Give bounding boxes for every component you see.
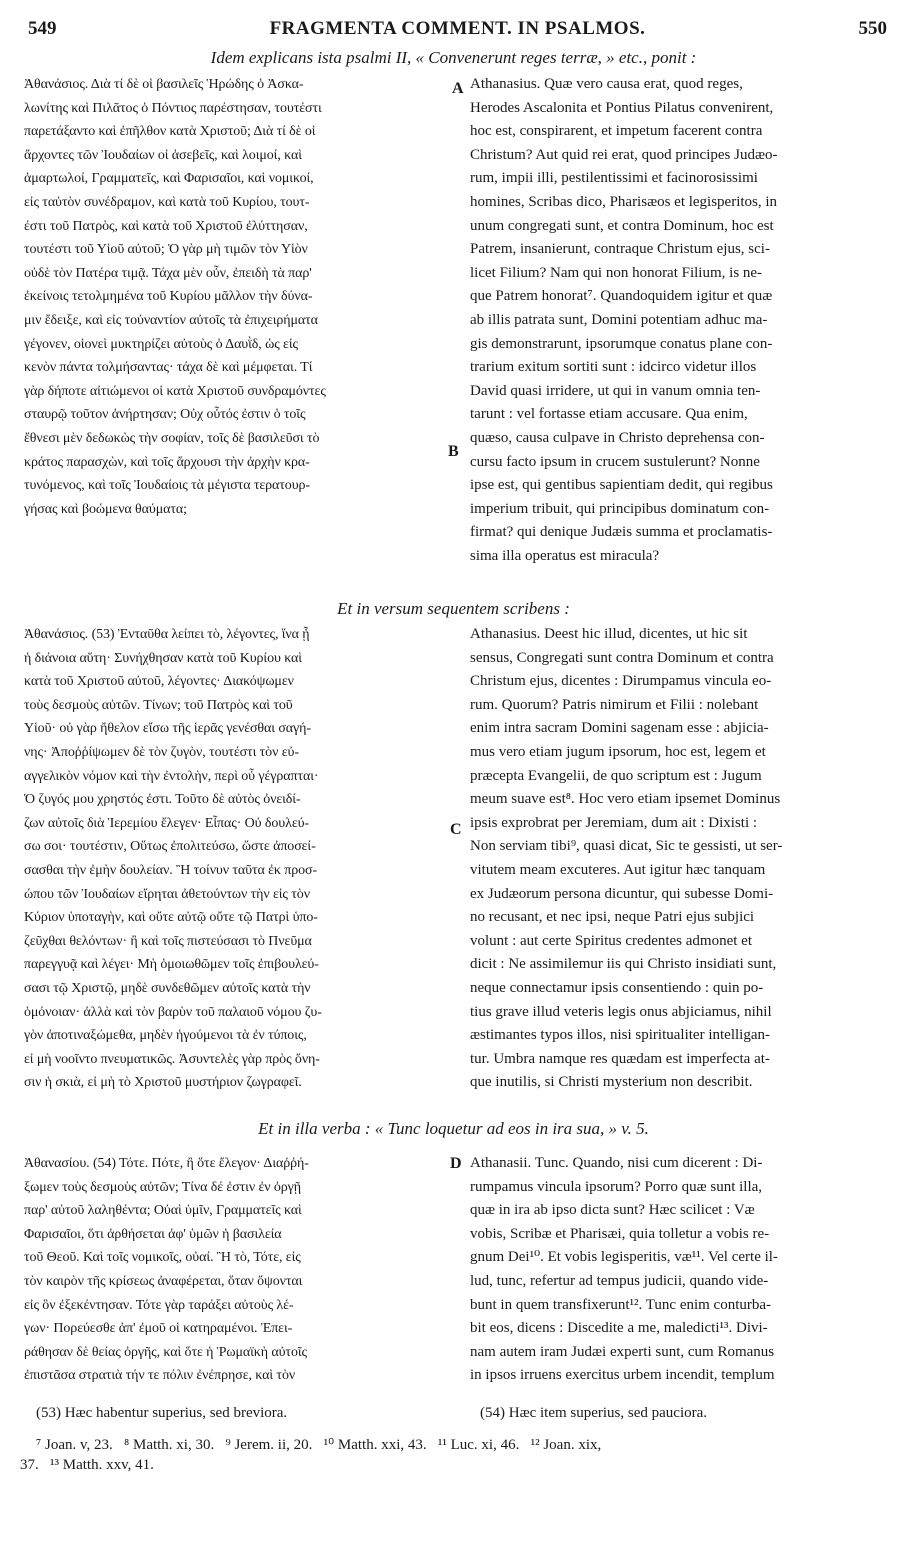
latin-column: Athanasius. Quæ vero causa erat, quod reges, Herodes Ascalonita et Pontius Pilatus convenirent, hoc est, conspirarent, et impetum facerent contra Christum? Aut quid rei erat, quod principes Judæo- rum, impii illi, pestilentissimi et facinorosissimi homines, Scribas dico, Pharisæos et legisperitos, in unum congregati sunt, et contra Dominum, hoc est Patrem, insanierunt, contraque Christum ejus, sci- licet Filium? Nam qui non honorat Filium, is ne- que Patrem honorat⁷. Quandoquidem igitur et quæ ab illis patrata sunt, Domini potentiam adhuc ma- gis demonstrarunt, ipsorumque conatus plane con- trarium exitum sortiti sunt : idcirco videtur illos David quasi irridere, ut qui in vanum omnia ten- tarunt : vel fortasse etiam accusare. Qua enim, quæso, causa culpave in Christo deprehensa con- cursu facto ipsum in crucem sustulerunt? Nonne ipse est, qui gentibus sapientiam dedit, qui regibus imperium tribuit, qui principibus dominatum con- firmat? qui denique Judæis summa et proclamatis- sima illa operatus est miracula?	[470, 76, 778, 564]
running-header	[28, 18, 887, 48]
margin-marker: A	[452, 80, 464, 97]
margin-marker: D	[450, 1155, 462, 1172]
page-number-right: 550	[858, 18, 887, 39]
margin-marker: C	[450, 821, 462, 838]
scripture-references-continued: 37. ¹³ Matth. xxv, 41.	[20, 1457, 154, 1473]
page-number-left: 549	[28, 18, 57, 39]
greek-column: Ἀθανάσιος. Διὰ τί δὲ οἱ βασιλεῖς Ἡρώδης ὁ Ἀσκα- λωνίτης καὶ Πιλᾶτος ὁ Πόντιος παρέστησαν, τουτέστι παρετάξαντο καὶ ἐπῆλθον κατὰ Χριστοῦ; Διὰ τί δὲ οἱ ἄρχοντες τῶν Ἰουδαίων οἱ ἀσεβεῖς, καὶ λοιμοί, καὶ ἁμαρτωλοί, Γραμματεῖς, καὶ Φαρισαῖοι, καὶ νομικοί, εἰς ταὐτὸν συνέδραμον, καὶ κατὰ τοῦ Κυρίου, τουτ- έστι τοῦ Πατρὸς, καὶ κατὰ τοῦ Χριστοῦ ἐλύττησαν, τουτέστι τοῦ Υἱοῦ αὐτοῦ; Ὁ γὰρ μὴ τιμῶν τὸν Υἱὸν οὐδὲ τὸν Πατέρα τιμᾷ. Τάχα μὲν οὖν, ἐπειδὴ τὰ παρ' ἐκείνοις τετολμημένα τοῦ Κυρίου μᾶλλον τὴν δύνα- μιν ἔδειξε, καὶ εἰς τοὐναντίον αὐτοῖς τὰ ἐπιχειρήματα γέγονεν, οἱονεὶ μυκτηρίζει αὐτοὺς ὁ Δαυῒδ, ὡς εἰς κενὸν πάντα τολμήσαντας· τάχα δὲ καὶ μέμφεται. Τί γὰρ δήποτε αἰτιώμενοι οἱ κατὰ Χριστοῦ συνδραμόντες σταυρῷ τοῦτον ἀνήρτησαν; Οὐχ οὗτός ἐστιν ὁ τοῖς ἔθνεσι μὲν δεδωκὼς τὴν σοφίαν, τοῖς δὲ βασιλεῦσι τὸ κράτος παρασχὼν, καὶ τοῖς ἄρχουσι τὴν ἀρχὴν κρα- τυνόμενος, καὶ τοῖς Ἰουδαίοις τὰ μέγιστα τερατουρ- γήσας καὶ βοώμενα θαύματα;	[24, 77, 326, 517]
section-heading: Et in illa verba : « Tunc loquetur ad eos in ira sua, » v. 5.	[258, 1119, 649, 1138]
scripture-references: ⁷ Joan. v, 23. ⁸ Matth. xi, 30. ⁹ Jerem. ii, 20. ¹⁰ Matth. xxi, 43. ¹¹ Luc. xi, 46. ¹² Joan. xix,	[36, 1437, 602, 1453]
section-heading: Idem explicans ista psalmi II, « Convenerunt reges terræ, » etc., ponit :	[210, 48, 697, 67]
section-heading: Et in versum sequentem scribens :	[337, 599, 570, 618]
margin-marker: B	[448, 443, 459, 460]
greek-column: Ἀθανασίου. (54) Τότε. Πότε, ἢ ὅτε ἔλεγον· Διαῤῥή- ξωμεν τοὺς δεσμοὺς αὐτῶν; Τίνα δέ ἐστιν ἐν ὀργῇ παρ' αὐτοῦ λαληθέντα; Οὐαὶ ὑμῖν, Γραμματεῖς καὶ Φαρισαῖοι, ὅτι ἀρθήσεται ἀφ' ὑμῶν ἡ βασιλεία τοῦ Θεοῦ. Καὶ τοῖς νομικοῖς, οὐαί. Ἢ τὸ, Τότε, εἰς τὸν καιρὸν τῆς κρίσεως ἀναφέρεται, ὅταν ὄψονται εἰς ὃν ἐξεκέντησαν. Τότε γὰρ ταράξει αὐτοὺς λέ- γων· Πορεύεσθε ἀπ' ἐμοῦ οἱ κατηραμένοι. Ἐπει- ράθησαν δὲ θείας ὀργῆς, καὶ ὅτε ἡ Ῥωμαϊκὴ αὐτοῖς ἐπιστᾶσα στρατιὰ τήν τε πόλιν ἐνέπρησε, καὶ τὸν	[24, 1156, 309, 1384]
latin-column: Athanasius. Deest hic illud, dicentes, ut hic sit sensus, Congregati sunt contra Dominum et contra Christum ejus, dicentes : Dirumpamus vincula eo- rum. Quorum? Patris nimirum et Filii : nolebant enim intra sacram Domini sagenam esse : abjicia- mus vero etiam jugum ipsorum, hoc est, legem et præcepta Evangelii, de quo scriptum est : Jugum meum suave est⁸. Hoc vero etiam ipsemet Dominus ipsis exprobrat per Jeremiam, dum ait : Dixisti : Non serviam tibi⁹, quasi dicat, Sic te gessisti, ut ser- vitutem meam excuteres. Aut igitur hæc tanquam ex Judæorum persona dicuntur, qui subesse Domi- no recusant, et nec ipsi, neque Patri ejus subjici volunt : aut certe Spiritus credentes admonet et dicit : Ne assimilemur iis qui Christo insidiati sunt, neque connectamur ipsis consentiendo : quin po- tius grave illud veteris legis onus abjiciamus, nihil æstimantes typos illos, nisi spiritualiter intelligan- tur. Umbra namque res quædam est imperfecta at- que inutilis, si Christi mysterium non describit.	[470, 626, 783, 1091]
footnote-54: (54) Hæc item superius, sed pauciora.	[480, 1405, 708, 1421]
running-title: FRAGMENTA COMMENT. IN PSALMOS.	[269, 18, 646, 39]
footnote-53: (53) Hæc habentur superius, sed breviora.	[36, 1405, 288, 1421]
greek-column: Ἀθανάσιος. (53) Ἐνταῦθα λείπει τὸ, λέγοντες, ἵνα ᾖ ἡ διάνοια αὕτη· Συνήχθησαν κατὰ τοῦ Κυρίου καὶ κατὰ τοῦ Χριστοῦ αὐτοῦ, λέγοντες· Διακόψωμεν τοὺς δεσμοὺς αὐτῶν. Τίνων; τοῦ Πατρὸς καὶ τοῦ Υἱοῦ· οὐ γὰρ ἤθελον εἴσω τῆς ἱερᾶς γενέσθαι σαγή- νης· Ἀποῤῥίψωμεν δὲ τὸν ζυγὸν, τουτέστι τὸν εὐ- αγγελικὸν νόμον καὶ τὴν ἐντολὴν, περὶ οὗ γέγραπται· Ὁ ζυγός μου χρηστός ἐστι. Τοῦτο δὲ αὐτὸς ὀνειδί- ζων αὐτοῖς διὰ Ἱερεμίου ἔλεγεν· Εἶπας· Οὐ δουλεύ- σω σοι· τουτέστιν, Οὕτως ἐπολιτεύσω, ὥστε ἀποσεί- σασθαι τὴν ἐμὴν δουλείαν. Ἢ τοίνυν ταῦτα ἐκ προσ- ώπου τῶν Ἰουδαίων εἴρηται ἀθετούντων τὴν εἰς τὸν Κύριον ὑποταγὴν, καὶ οὔτε αὐτῷ οὔτε τῷ Πατρὶ ὑπο- ζεῦχθαι θελόντων· ἢ καὶ τοῖς πιστεύσασι τὸ Πνεῦμα παρεγγυᾷ καὶ λέγει· Μὴ ὁμοιωθῶμεν τοῖς ἐπιβουλεύ- σασι τῷ Χριστῷ, μηδὲ συνδεθῶμεν αὐτοῖς κατὰ τὴν ὁμόνοιαν· ἀλλὰ καὶ τὸν βαρὺν τοῦ παλαιοῦ νόμου ζυ- γὸν ἀποτιναξώμεθα, μηδὲν ἡγούμενοι τὰ ἐν τύποις, εἰ μὴ νοοῖντο πνευματικῶς. Ἀσυντελὲς γὰρ πρὸς ὄνη- σιν ἡ σκιὰ, εἰ μὴ τὸ Χριστοῦ μυστήριον ζωγραφεῖ.	[24, 627, 322, 1091]
latin-column: Athanasii. Tunc. Quando, nisi cum dicerent : Di- rumpamus vincula ipsorum? Porro quæ sunt illa, quæ in ira ab ipso dicta sunt? Hæc scilicet : Væ vobis, Scribæ et Pharisæi, quia tolletur a vobis re- gnum Dei¹⁰. Et vobis legisperitis, væ¹¹. Vel certe il- lud, tunc, refertur ad tempus judicii, quando vide- bunt in quem transfixerunt¹². Tunc enim conturba- bit eos, dicens : Discedite a me, maledicti¹³. Divi- nam autem iram Judæi experti sunt, cum Romanus in ipsos irruens exercitus urbem incendit, templum	[470, 1155, 778, 1384]
